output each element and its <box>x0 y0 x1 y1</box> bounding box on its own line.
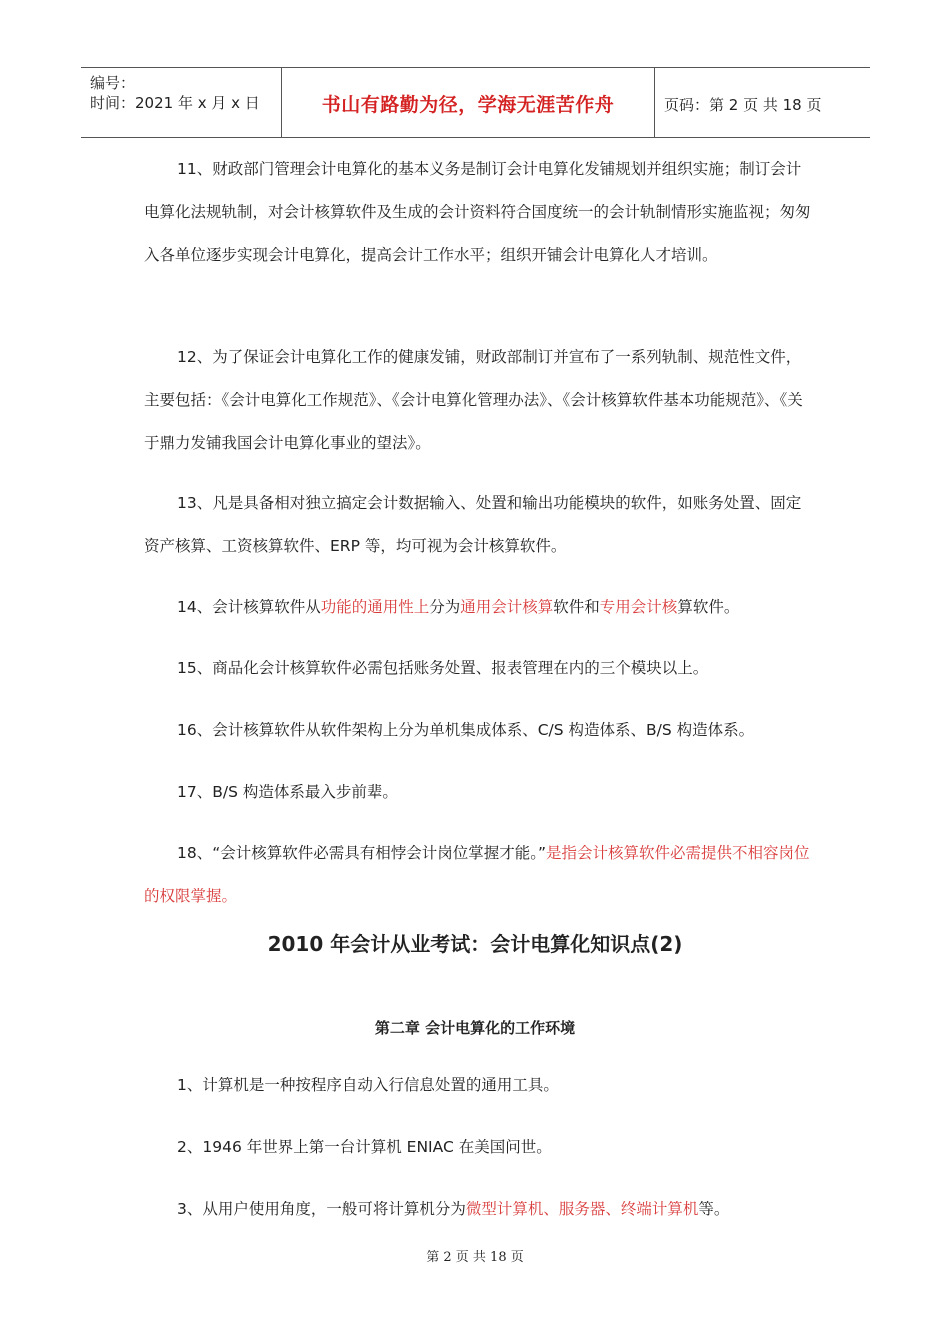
highlighted-text: 通用会计核算 <box>460 598 554 616</box>
paragraph-text: 11、财政部门管理会计电算化的基本义务是制订会计电算化发铺规划并组织实施；制订会计电算化法规轨制，对会计核算软件及生成的会计资料符合国度统一的会计轨制情形实施监视；匆匆入各单位逐步实现会计电算化，提高会计工作水平；组织开铺会计电算化人才培训。 <box>144 160 811 264</box>
paragraph-text: 2、1946 年世界上第一台计算机 ENIAC 在美国问世。 <box>177 1138 552 1156</box>
highlighted-text: 功能的通用性上 <box>320 598 430 616</box>
highlighted-text: 是指会计核算软件必需提供不相容岗位的权限掌握。 <box>144 844 810 905</box>
paragraph-text: 等。 <box>698 1200 730 1218</box>
section-title: 2010 年会计从业考试：会计电算化知识点(2) <box>267 932 683 956</box>
paragraph-16 <box>144 709 816 752</box>
header-motto: 书山有路勤为径，学海无涯苦作舟 <box>321 94 615 116</box>
paragraph-14 <box>144 586 816 629</box>
header-motto-cell <box>282 68 655 137</box>
paragraph-18 <box>144 832 816 918</box>
header-page-cell <box>655 68 870 137</box>
paragraph-12 <box>144 336 816 465</box>
number-label: 编号： <box>90 74 136 92</box>
header-page-info: 页码：第 2 页 共 18 页 <box>664 96 822 114</box>
chapter-heading: 第二章 会计电算化的工作环境 <box>374 1019 576 1037</box>
paragraph-text: 15、商品化会计核算软件必需包括账务处置、报表管理在内的三个模块以上。 <box>177 659 709 677</box>
paragraph-text: 3、从用户使用角度，一般可将计算机分为 <box>177 1200 466 1218</box>
paragraph-text: 算软件。 <box>677 598 740 616</box>
paragraph-text: 分为 <box>429 598 461 616</box>
highlighted-text: 微型计算机、服务器、终端计算机 <box>465 1200 699 1218</box>
paragraph-11 <box>144 148 816 277</box>
paragraph-text: 16、会计核算软件从软件架构上分为单机集成体系、C/S 构造体系、B/S 构造体系。 <box>177 721 755 739</box>
date-label: 时间：2021 年 x 月 x 日 <box>90 94 260 112</box>
paragraph-15 <box>144 647 816 690</box>
paragraph-13 <box>144 482 816 568</box>
paragraph-text: 14、会计核算软件从 <box>177 598 321 616</box>
highlighted-text: 专用会计核 <box>599 598 678 616</box>
paragraph-text: 1、计算机是一种按程序自动入行信息处置的通用工具。 <box>177 1076 559 1094</box>
paragraph-text: 软件和 <box>553 598 600 616</box>
chapter-item-3 <box>144 1188 816 1231</box>
paragraph-17 <box>144 771 816 814</box>
page-header-table <box>81 67 870 138</box>
paragraph-text: 17、B/S 构造体系最入步前辈。 <box>177 783 398 801</box>
paragraph-text: 18、“会计核算软件必需具有相悖会计岗位掌握才能。” <box>177 844 547 862</box>
header-meta-cell <box>81 68 282 137</box>
chapter-item-1 <box>144 1064 816 1107</box>
paragraph-text: 13、凡是具备相对独立搞定会计数据输入、处置和输出功能模块的软件，如账务处置、固定资产核算、工资核算软件、ERP 等，均可视为会计核算软件。 <box>144 494 802 555</box>
page-footer: 第 2 页 共 18 页 <box>426 1250 524 1265</box>
chapter-item-2 <box>144 1126 816 1169</box>
paragraph-text: 12、为了保证会计电算化工作的健康发铺，财政部制订并宣布了一系列轨制、规范性文件，主要包括：《会计电算化工作规范》、《会计电算化管理办法》、《会计核算软件基本功能规范》、《关于鼎力发铺我国会计电算化事业的望法》。 <box>144 348 803 452</box>
